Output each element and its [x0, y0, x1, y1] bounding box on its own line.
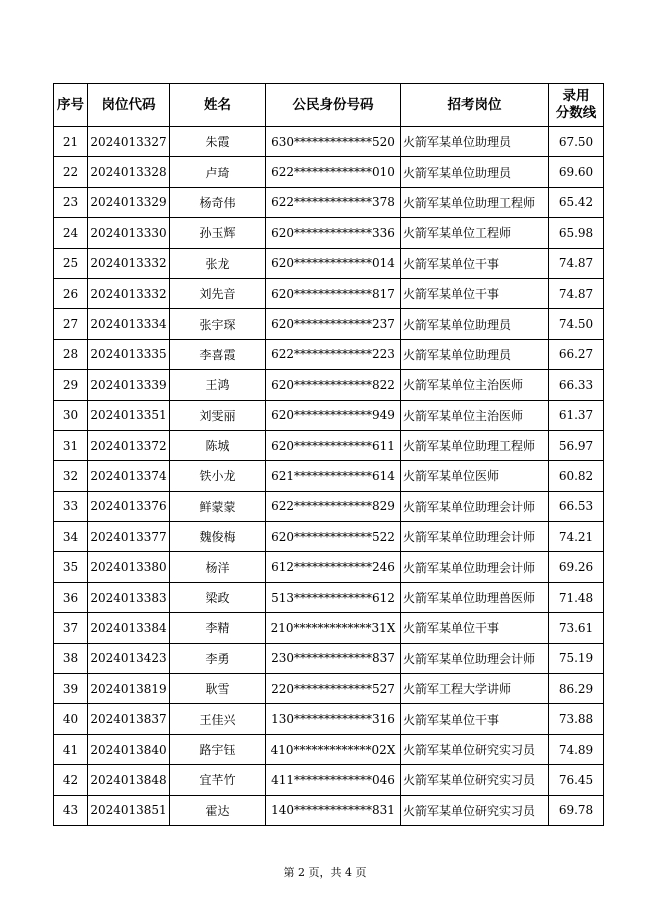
cell-id-number: 622*************010: [266, 157, 401, 187]
cell-seq: 26: [54, 278, 88, 308]
cell-seq: 42: [54, 765, 88, 795]
cell-score: 74.89: [549, 734, 604, 764]
cell-job: 火箭军某单位医师: [401, 461, 549, 491]
cell-name: 霍达: [170, 795, 266, 825]
cell-name: 张宇琛: [170, 309, 266, 339]
table-row: [54, 582, 604, 612]
cell-score: 67.50: [549, 127, 604, 157]
table-row: [54, 278, 604, 308]
cell-score: 74.87: [549, 278, 604, 308]
cell-seq: 24: [54, 218, 88, 248]
cell-id-number: 620*************522: [266, 522, 401, 552]
cell-name: 鲜蒙蒙: [170, 491, 266, 521]
cell-job: 火箭军某单位助理会计师: [401, 522, 549, 552]
cell-name: 路宇钰: [170, 734, 266, 764]
table-row: [54, 674, 604, 704]
cell-seq: 37: [54, 613, 88, 643]
cell-name: 卢琦: [170, 157, 266, 187]
cell-id-number: 630*************520: [266, 127, 401, 157]
cell-post-code: 2024013327: [88, 127, 170, 157]
cell-id-number: 622*************378: [266, 187, 401, 217]
table-body: [54, 127, 604, 826]
cell-score: 66.33: [549, 370, 604, 400]
table-row: [54, 370, 604, 400]
cell-job: 火箭军某单位干事: [401, 613, 549, 643]
cell-score: 69.78: [549, 795, 604, 825]
cell-job: 火箭军某单位研究实习员: [401, 765, 549, 795]
cell-name: 刘雯丽: [170, 400, 266, 430]
cell-job: 火箭军某单位工程师: [401, 218, 549, 248]
header-seq: 序号: [54, 84, 88, 127]
cell-score: 66.53: [549, 491, 604, 521]
cell-seq: 35: [54, 552, 88, 582]
cell-name: 耿雪: [170, 674, 266, 704]
table-row: [54, 157, 604, 187]
cell-score: 56.97: [549, 430, 604, 460]
header-score: [549, 84, 604, 127]
cell-post-code: 2024013335: [88, 339, 170, 369]
table-row: [54, 734, 604, 764]
cell-post-code: 2024013380: [88, 552, 170, 582]
cell-job: 火箭军某单位助理工程师: [401, 187, 549, 217]
cell-job: 火箭军某单位助理会计师: [401, 552, 549, 582]
cell-seq: 21: [54, 127, 88, 157]
cell-job: 火箭军某单位助理兽医师: [401, 582, 549, 612]
table-row: [54, 461, 604, 491]
cell-seq: 40: [54, 704, 88, 734]
cell-name: 魏俊梅: [170, 522, 266, 552]
cell-seq: 41: [54, 734, 88, 764]
cell-name: 李喜霞: [170, 339, 266, 369]
cell-score: 65.98: [549, 218, 604, 248]
cell-score: 61.37: [549, 400, 604, 430]
header-score-line2: 分数线: [555, 105, 597, 121]
table-row: [54, 613, 604, 643]
table-row: [54, 127, 604, 157]
cell-name: 朱霞: [170, 127, 266, 157]
table-row: [54, 339, 604, 369]
table-row: [54, 187, 604, 217]
cell-post-code: 2024013848: [88, 765, 170, 795]
cell-score: 69.60: [549, 157, 604, 187]
cell-job: 火箭军某单位助理会计师: [401, 491, 549, 521]
cell-post-code: 2024013423: [88, 643, 170, 673]
cell-post-code: 2024013383: [88, 582, 170, 612]
cell-post-code: 2024013819: [88, 674, 170, 704]
cell-job: 火箭军某单位主治医师: [401, 400, 549, 430]
cell-id-number: 513*************612: [266, 582, 401, 612]
cell-score: 66.27: [549, 339, 604, 369]
cell-seq: 22: [54, 157, 88, 187]
cell-seq: 25: [54, 248, 88, 278]
cell-id-number: 620*************237: [266, 309, 401, 339]
cell-score: 73.88: [549, 704, 604, 734]
table-row: [54, 795, 604, 825]
cell-job: 火箭军某单位助理员: [401, 309, 549, 339]
cell-name: 孙玉辉: [170, 218, 266, 248]
cell-id-number: 612*************246: [266, 552, 401, 582]
cell-seq: 34: [54, 522, 88, 552]
cell-job: 火箭军某单位干事: [401, 704, 549, 734]
results-table: [53, 83, 604, 826]
cell-id-number: 620*************014: [266, 248, 401, 278]
header-name: 姓名: [170, 84, 266, 127]
cell-name: 李勇: [170, 643, 266, 673]
cell-name: 李精: [170, 613, 266, 643]
cell-id-number: 411*************046: [266, 765, 401, 795]
cell-post-code: 2024013330: [88, 218, 170, 248]
cell-id-number: 210*************31X: [266, 613, 401, 643]
table-row: [54, 765, 604, 795]
table-row: [54, 218, 604, 248]
cell-id-number: 620*************611: [266, 430, 401, 460]
cell-post-code: 2024013840: [88, 734, 170, 764]
cell-name: 宜芊竹: [170, 765, 266, 795]
table-row: [54, 552, 604, 582]
cell-id-number: 620*************817: [266, 278, 401, 308]
cell-id-number: 620*************336: [266, 218, 401, 248]
cell-name: 铁小龙: [170, 461, 266, 491]
cell-seq: 36: [54, 582, 88, 612]
cell-job: 火箭军某单位干事: [401, 248, 549, 278]
cell-job: 火箭军某单位助理会计师: [401, 643, 549, 673]
cell-name: 陈城: [170, 430, 266, 460]
header-id-number: 公民身份号码: [266, 84, 401, 127]
cell-seq: 27: [54, 309, 88, 339]
cell-seq: 33: [54, 491, 88, 521]
cell-id-number: 410*************02X: [266, 734, 401, 764]
cell-id-number: 220*************527: [266, 674, 401, 704]
cell-job: 火箭军工程大学讲师: [401, 674, 549, 704]
cell-post-code: 2024013339: [88, 370, 170, 400]
cell-id-number: 620*************822: [266, 370, 401, 400]
header-post-code: 岗位代码: [88, 84, 170, 127]
cell-name: 刘先音: [170, 278, 266, 308]
cell-score: 73.61: [549, 613, 604, 643]
cell-post-code: 2024013851: [88, 795, 170, 825]
table-header-row: [54, 84, 604, 127]
cell-score: 74.87: [549, 248, 604, 278]
cell-job: 火箭军某单位研究实习员: [401, 734, 549, 764]
cell-seq: 39: [54, 674, 88, 704]
cell-job: 火箭军某单位干事: [401, 278, 549, 308]
cell-seq: 43: [54, 795, 88, 825]
page-footer: 第 2 页，共 4 页: [283, 866, 367, 879]
cell-seq: 32: [54, 461, 88, 491]
cell-name: 杨奇伟: [170, 187, 266, 217]
cell-score: 65.42: [549, 187, 604, 217]
table-row: [54, 704, 604, 734]
cell-post-code: 2024013377: [88, 522, 170, 552]
cell-post-code: 2024013332: [88, 248, 170, 278]
table-row: [54, 248, 604, 278]
cell-score: 69.26: [549, 552, 604, 582]
cell-score: 74.21: [549, 522, 604, 552]
cell-post-code: 2024013372: [88, 430, 170, 460]
results-table-container: [53, 83, 603, 826]
cell-post-code: 2024013837: [88, 704, 170, 734]
cell-post-code: 2024013351: [88, 400, 170, 430]
cell-post-code: 2024013332: [88, 278, 170, 308]
table-row: [54, 400, 604, 430]
header-score-line1: 录用: [562, 88, 590, 104]
table-row: [54, 643, 604, 673]
cell-post-code: 2024013334: [88, 309, 170, 339]
cell-job: 火箭军某单位研究实习员: [401, 795, 549, 825]
cell-name: 王佳兴: [170, 704, 266, 734]
cell-job: 火箭军某单位助理工程师: [401, 430, 549, 460]
cell-post-code: 2024013328: [88, 157, 170, 187]
header-job: 招考岗位: [401, 84, 549, 127]
cell-id-number: 230*************837: [266, 643, 401, 673]
table-row: [54, 522, 604, 552]
cell-job: 火箭军某单位助理员: [401, 339, 549, 369]
cell-score: 74.50: [549, 309, 604, 339]
cell-name: 梁政: [170, 582, 266, 612]
cell-post-code: 2024013374: [88, 461, 170, 491]
table-row: [54, 491, 604, 521]
cell-id-number: 622*************223: [266, 339, 401, 369]
cell-seq: 30: [54, 400, 88, 430]
cell-post-code: 2024013376: [88, 491, 170, 521]
cell-seq: 28: [54, 339, 88, 369]
cell-seq: 23: [54, 187, 88, 217]
cell-score: 71.48: [549, 582, 604, 612]
cell-job: 火箭军某单位助理员: [401, 127, 549, 157]
cell-score: 76.45: [549, 765, 604, 795]
cell-id-number: 140*************831: [266, 795, 401, 825]
cell-score: 86.29: [549, 674, 604, 704]
cell-name: 张龙: [170, 248, 266, 278]
table-row: [54, 430, 604, 460]
cell-post-code: 2024013329: [88, 187, 170, 217]
cell-score: 60.82: [549, 461, 604, 491]
cell-post-code: 2024013384: [88, 613, 170, 643]
table-row: [54, 309, 604, 339]
cell-id-number: 620*************949: [266, 400, 401, 430]
cell-id-number: 130*************316: [266, 704, 401, 734]
cell-score: 75.19: [549, 643, 604, 673]
cell-seq: 29: [54, 370, 88, 400]
cell-seq: 38: [54, 643, 88, 673]
cell-job: 火箭军某单位助理员: [401, 157, 549, 187]
cell-id-number: 622*************829: [266, 491, 401, 521]
cell-id-number: 621*************614: [266, 461, 401, 491]
cell-seq: 31: [54, 430, 88, 460]
cell-name: 杨洋: [170, 552, 266, 582]
cell-name: 王鸿: [170, 370, 266, 400]
cell-job: 火箭军某单位主治医师: [401, 370, 549, 400]
